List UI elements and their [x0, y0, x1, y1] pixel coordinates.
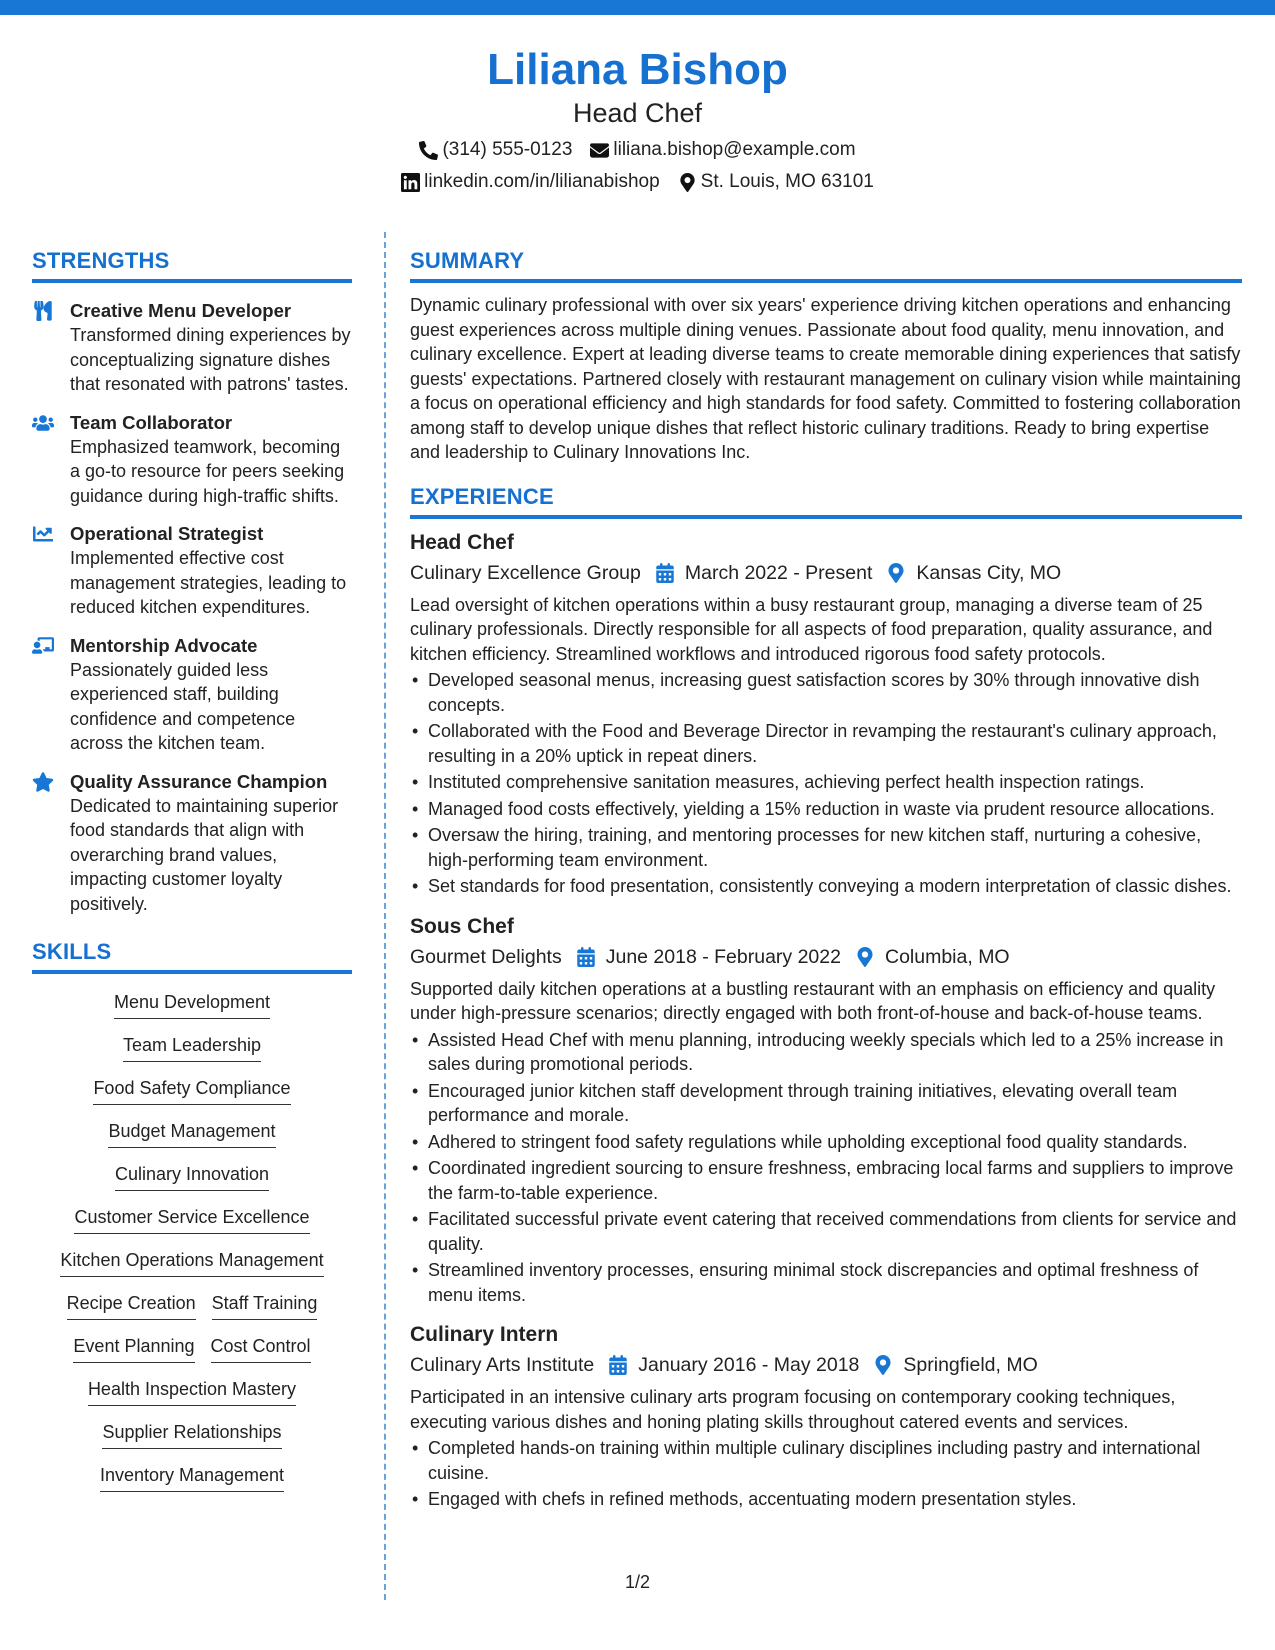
skills-heading: SKILLS	[32, 938, 352, 974]
location-pin-icon	[886, 563, 906, 583]
email-text: liliana.bishop@example.com	[613, 139, 856, 160]
job-location: Kansas City, MO	[916, 561, 1062, 584]
skill-row	[32, 1377, 352, 1406]
location-pin-icon	[855, 947, 875, 967]
strength-body	[70, 634, 352, 756]
job-dates: March 2022 - Present	[684, 561, 873, 584]
contact-line-2	[0, 170, 1275, 194]
top-accent-bar	[0, 0, 1275, 15]
job-bullet: • Coordinated ingredient sourcing to ensure freshness, embracing local farms and suppliers to improve the farm-to-table experience.	[410, 1156, 1242, 1205]
chart-line-icon	[32, 522, 70, 620]
location-pin-icon	[678, 173, 697, 192]
right-column	[410, 247, 1242, 1514]
strength-description: Implemented effective cost management strategies, leading to reduced kitchen expenditures.	[70, 548, 347, 617]
skill-tag: Supplier Relationships	[102, 1420, 281, 1449]
location-pin-icon	[873, 1355, 893, 1375]
experience-heading: EXPERIENCE	[410, 483, 1242, 519]
skill-tag: Health Inspection Mastery	[88, 1377, 296, 1406]
job-bullet: • Assisted Head Chef with menu planning, introducing weekly specials which led to a 25% increase in sales during promotional periods.	[410, 1028, 1242, 1077]
job-bullets	[410, 668, 1242, 899]
strength-item	[32, 634, 352, 756]
job-description: Supported daily kitchen operations at a bustling restaurant with an emphasis on efficiency and quality under high-pressure scenarios; directly engaged with both front-of-house and back-of-house teams.	[410, 978, 1216, 1023]
resume-header	[0, 44, 1275, 194]
skill-row	[32, 1162, 352, 1191]
job-role: Culinary Intern	[410, 1323, 559, 1346]
job-bullet: • Streamlined inventory processes, ensuring minimal stock discrepancies and optimal freshness of menu items.	[410, 1258, 1242, 1307]
job-role: Sous Chef	[410, 914, 514, 938]
job-bullet: • Encouraged junior kitchen staff development through training initiatives, elevating overall team performance and morale.	[410, 1079, 1242, 1128]
page-number: 1/2	[624, 1572, 651, 1592]
contact-phone[interactable]	[419, 138, 572, 162]
strength-description: Passionately guided less experienced staff, building confidence and competence across the kitchen team.	[70, 659, 296, 753]
skill-tag: Kitchen Operations Management	[60, 1248, 323, 1277]
job-meta	[410, 942, 1242, 972]
job-bullet: • Collaborated with the Food and Beverage Director in revamping the restaurant's culinary approach, resulting in a 20% uptick in repeat diners.	[410, 719, 1242, 768]
job-dates: January 2016 - May 2018	[638, 1354, 860, 1376]
job-entry	[410, 913, 1242, 1308]
job-company: Gourmet Delights	[410, 945, 562, 968]
job-bullet: • Set standards for food presentation, consistently conveying a modern interpretation of classic dishes.	[410, 874, 1242, 899]
summary-heading: SUMMARY	[410, 247, 1242, 283]
strength-item	[32, 411, 352, 509]
job-meta	[410, 1350, 1242, 1380]
skill-tag: Customer Service Excellence	[74, 1205, 309, 1234]
skill-row	[32, 1033, 352, 1062]
strength-description: Transformed dining experiences by conceptualizing signature dishes that resonated with patrons' tastes.	[70, 325, 351, 394]
job-bullet: • Developed seasonal menus, increasing guest satisfaction scores by 30% through innovative dish concepts.	[410, 668, 1242, 717]
job-location: Columbia, MO	[884, 945, 1010, 968]
job-description: Participated in an intensive culinary arts program focusing on contemporary cooking techniques, executing various dishes and honing plating skills throughout catered events and services.	[410, 1387, 1176, 1432]
strength-title: Quality Assurance Champion	[70, 770, 328, 792]
job-bullets	[410, 1436, 1242, 1512]
utensils-icon	[32, 299, 70, 397]
skill-row	[32, 990, 352, 1019]
strength-title: Creative Menu Developer	[70, 300, 292, 321]
strength-item	[32, 299, 352, 397]
calendar-icon	[576, 947, 596, 967]
skill-tag: Culinary Innovation	[115, 1162, 269, 1191]
strength-body	[70, 522, 352, 620]
job-entry	[410, 1321, 1242, 1512]
summary-text: Dynamic culinary professional with over six years' experience driving kitchen operations and enhancing guest experiences across multiple dining venues. Passionate about food quality, menu innovation, and culinary excellence. Expert at leading diverse teams to create memorable dining experiences that satisfy guests' expectations. Partnered closely with restaurant management on culinary vision while maintaining a focus on operational efficiency and high standards for food safety. Committed to fostering collaboration among staff to develop unique dishes that reflect historic culinary traditions. Ready to bring expertise and leadership to Culinary Innovations Inc.	[410, 295, 1241, 462]
skill-tag: Team Leadership	[123, 1033, 261, 1062]
strength-body	[70, 770, 352, 917]
skill-row	[32, 1291, 352, 1320]
envelope-icon	[590, 141, 609, 160]
skill-row	[32, 1119, 352, 1148]
strengths-list	[32, 299, 352, 916]
contact-location	[678, 170, 874, 194]
job-company: Culinary Arts Institute	[410, 1354, 595, 1376]
skill-tag: Recipe Creation	[67, 1291, 196, 1320]
job-bullet: • Facilitated successful private event catering that received commendations from clients for service and quality.	[410, 1207, 1242, 1256]
linkedin-icon	[401, 173, 420, 192]
job-bullet: • Engaged with chefs in refined methods, accentuating modern presentation styles.	[410, 1487, 1242, 1512]
strength-title: Team Collaborator	[70, 411, 233, 433]
job-meta	[410, 558, 1242, 588]
job-bullets	[410, 1028, 1242, 1308]
job-bullet: • Completed hands-on training within multiple culinary disciplines including pastry and international cuisine.	[410, 1436, 1242, 1485]
skill-row	[32, 1248, 352, 1277]
strength-item	[32, 770, 352, 917]
calendar-icon	[655, 563, 675, 583]
skill-row	[32, 1334, 352, 1363]
strengths-heading: STRENGTHS	[32, 247, 352, 283]
location-text: St. Louis, MO 63101	[700, 171, 874, 192]
users-icon	[32, 411, 70, 509]
candidate-name: Liliana Bishop	[487, 45, 788, 94]
skill-tag: Budget Management	[108, 1119, 275, 1148]
strength-body	[70, 411, 352, 509]
skill-row	[32, 1463, 352, 1492]
left-column	[32, 247, 352, 1506]
job-bullet: • Managed food costs effectively, yielding a 15% reduction in waste via prudent resource allocations.	[410, 797, 1242, 822]
contact-linkedin[interactable]	[401, 170, 660, 194]
job-dates: June 2018 - February 2022	[605, 945, 841, 968]
linkedin-text: linkedin.com/in/lilianabishop	[424, 171, 660, 192]
column-divider	[384, 232, 386, 1600]
job-role: Head Chef	[410, 530, 514, 554]
skill-tag: Food Safety Compliance	[93, 1076, 290, 1105]
strength-description: Emphasized teamwork, becoming a go-to resource for peers seeking guidance during high-traffic shifts.	[70, 436, 345, 506]
star-icon	[32, 770, 70, 917]
job-description: Lead oversight of kitchen operations within a busy restaurant group, managing a diverse team of 25 culinary professionals. Directly responsible for all aspects of food preparation, quality assurance, and kitchen efficiency. Streamlined workflows and introduced rigorous food safety protocols.	[410, 594, 1213, 664]
skill-row	[32, 1420, 352, 1449]
strength-title: Operational Strategist	[70, 523, 264, 544]
skill-tag: Cost Control	[211, 1334, 311, 1363]
skills-list	[32, 990, 352, 1492]
strength-title: Mentorship Advocate	[70, 634, 258, 656]
job-company: Culinary Excellence Group	[410, 561, 641, 584]
contact-email[interactable]	[590, 138, 855, 162]
job-entry	[410, 529, 1242, 899]
job-bullet: • Adhered to stringent food safety regulations while upholding exceptional food quality standards.	[410, 1130, 1242, 1155]
job-bullet: • Oversaw the hiring, training, and mentoring processes for new kitchen staff, nurturing a cohesive, high-performing team environment.	[410, 823, 1242, 872]
calendar-icon	[608, 1355, 628, 1375]
skill-tag: Staff Training	[212, 1291, 318, 1320]
contact-line-1	[0, 138, 1275, 162]
chalkboard-teacher-icon	[32, 634, 70, 756]
experience-list	[410, 529, 1242, 1512]
job-bullet: • Instituted comprehensive sanitation measures, achieving perfect health inspection ratings.	[410, 770, 1242, 795]
strength-description: Dedicated to maintaining superior food standards that align with overarching brand values, impacting customer loyalty positively.	[70, 795, 339, 914]
job-location: Springfield, MO	[903, 1354, 1038, 1376]
phone-icon	[419, 141, 438, 160]
candidate-title: Head Chef	[572, 98, 703, 128]
skill-row	[32, 1205, 352, 1234]
strength-body	[70, 299, 352, 397]
skill-tag: Menu Development	[114, 990, 270, 1019]
strength-item	[32, 522, 352, 620]
skill-tag: Event Planning	[73, 1334, 194, 1363]
phone-text: (314) 555-0123	[442, 139, 573, 160]
skill-tag: Inventory Management	[100, 1463, 284, 1492]
skill-row	[32, 1076, 352, 1105]
